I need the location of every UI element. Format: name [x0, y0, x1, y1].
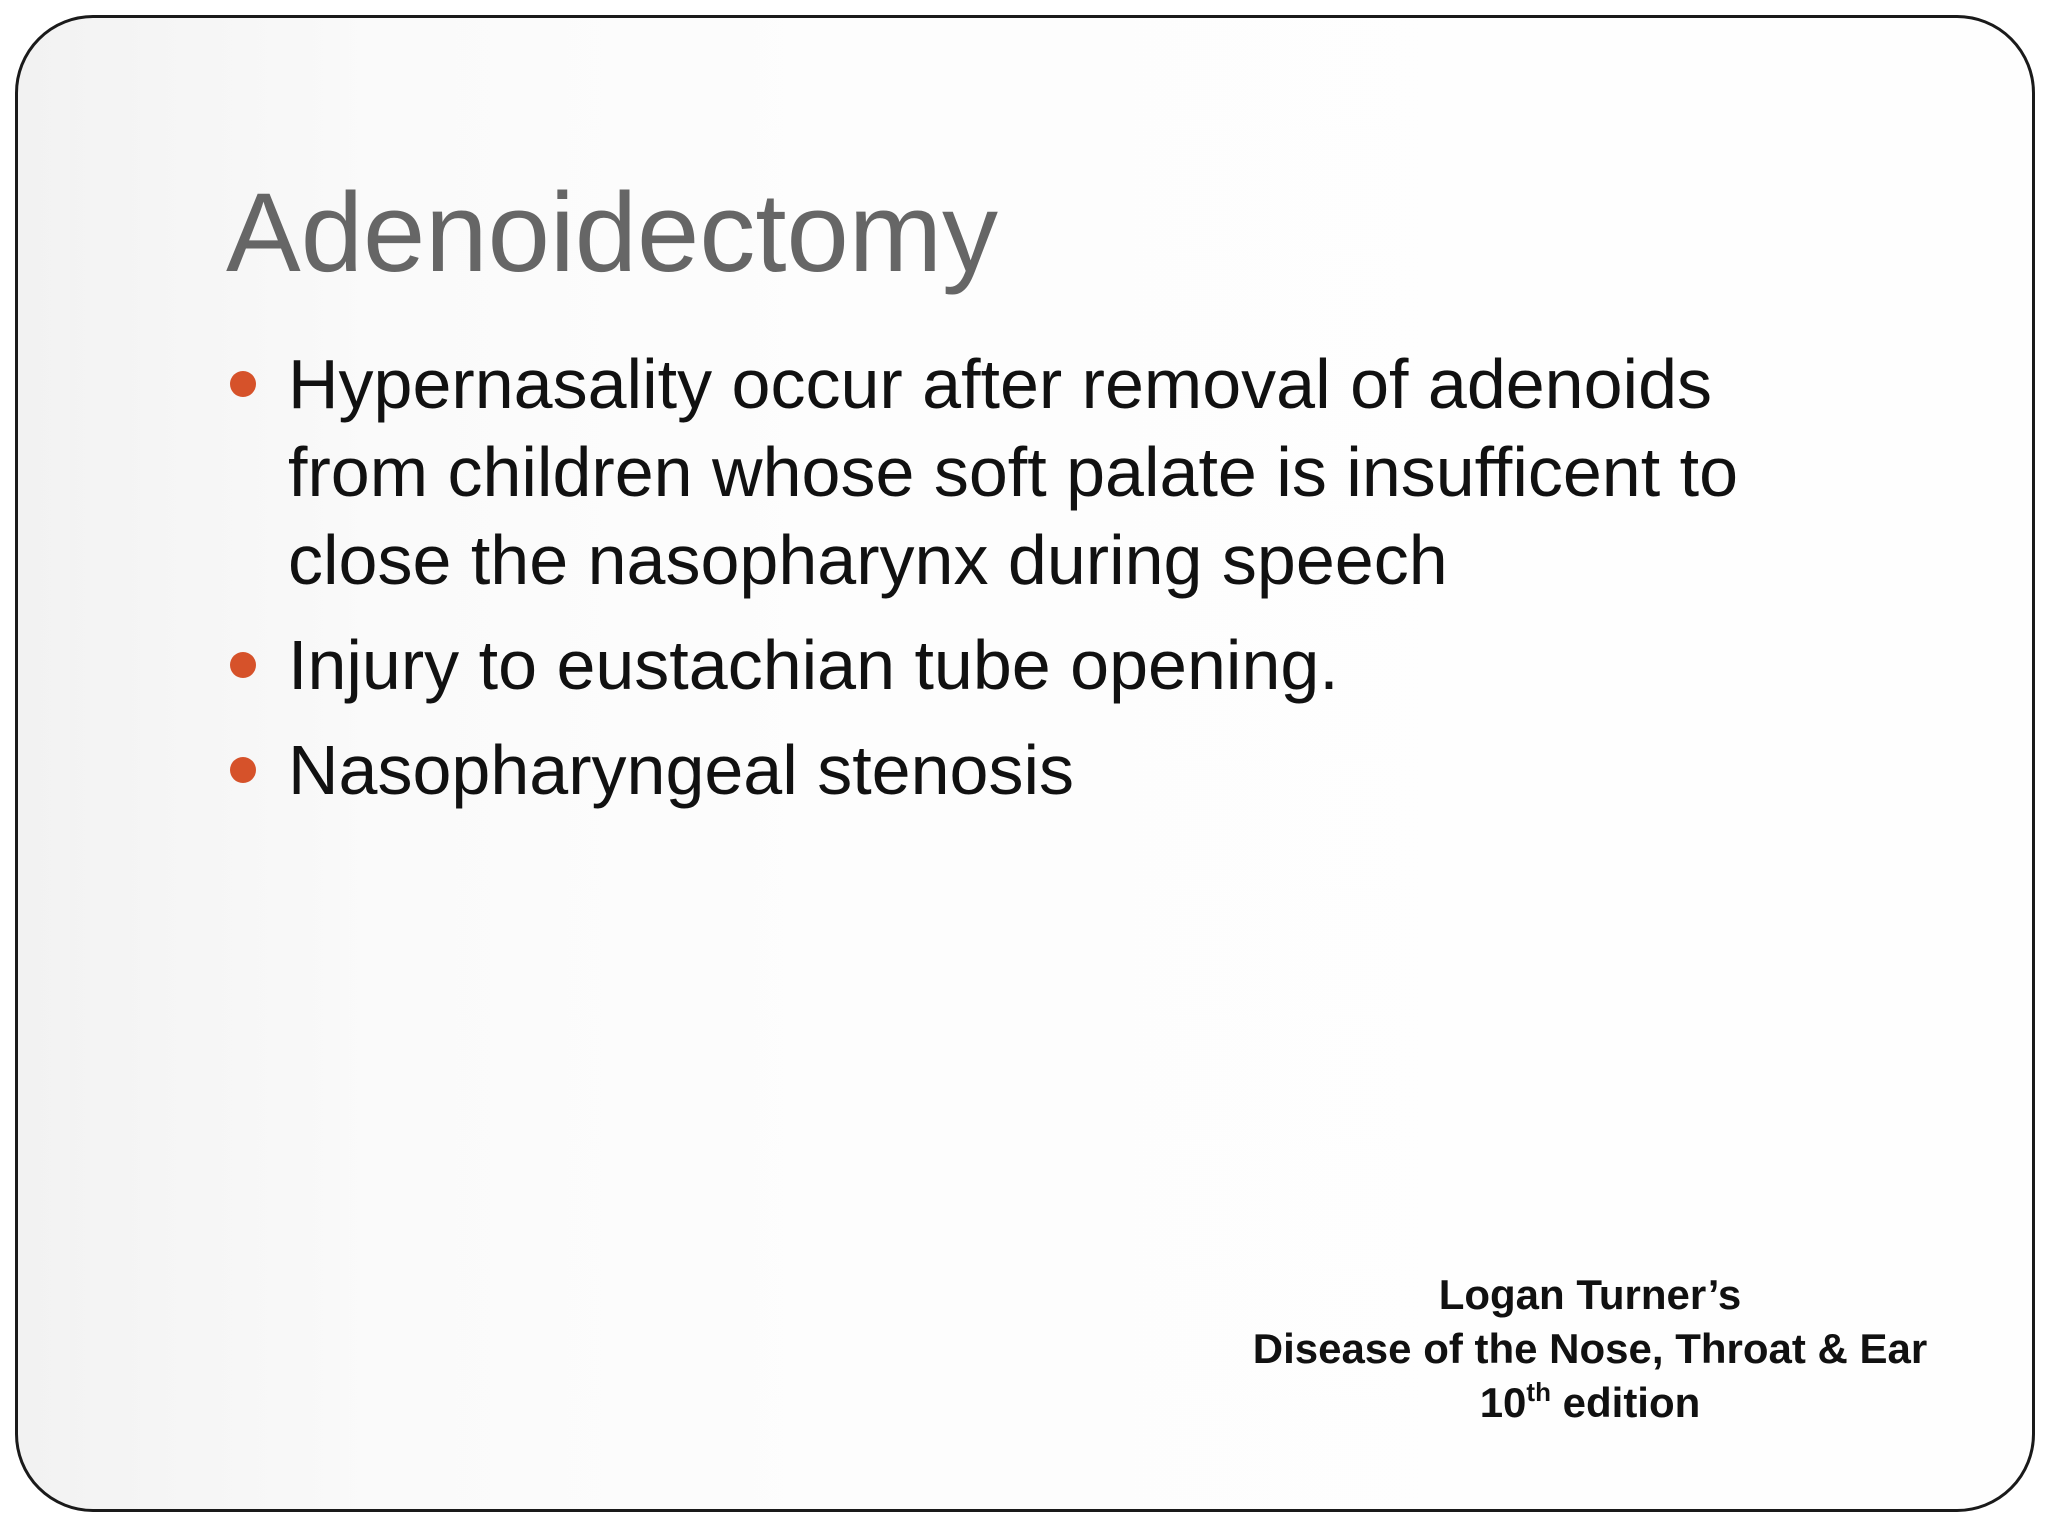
citation	[1180, 1268, 2000, 1430]
edition-number: 10	[1479, 1379, 1527, 1426]
bullet-list	[226, 340, 1866, 831]
bullet-dot-icon	[230, 652, 256, 678]
bullet-text: Injury to eustachian tube opening.	[288, 626, 1339, 704]
bullet-text: Hypernasality occur after removal of adenoids from children whose soft palate is insufficent to close the nasopharynx during speech	[288, 345, 1739, 599]
bullet-dot-icon	[230, 371, 256, 397]
bullet-item	[226, 621, 1866, 709]
slide-title: Adenoidectomy	[226, 170, 999, 295]
bullet-item	[226, 726, 1866, 814]
edition-word: edition	[1550, 1379, 1701, 1426]
edition-suffix: th	[1526, 1377, 1551, 1407]
citation-author: Logan Turner’s	[1438, 1271, 1742, 1318]
citation-edition	[1180, 1376, 2000, 1430]
bullet-dot-icon	[230, 757, 256, 783]
bullet-text: Nasopharyngeal stenosis	[288, 731, 1075, 809]
bullet-item	[226, 340, 1866, 604]
citation-book: Disease of the Nose, Throat & Ear	[1252, 1325, 1928, 1372]
